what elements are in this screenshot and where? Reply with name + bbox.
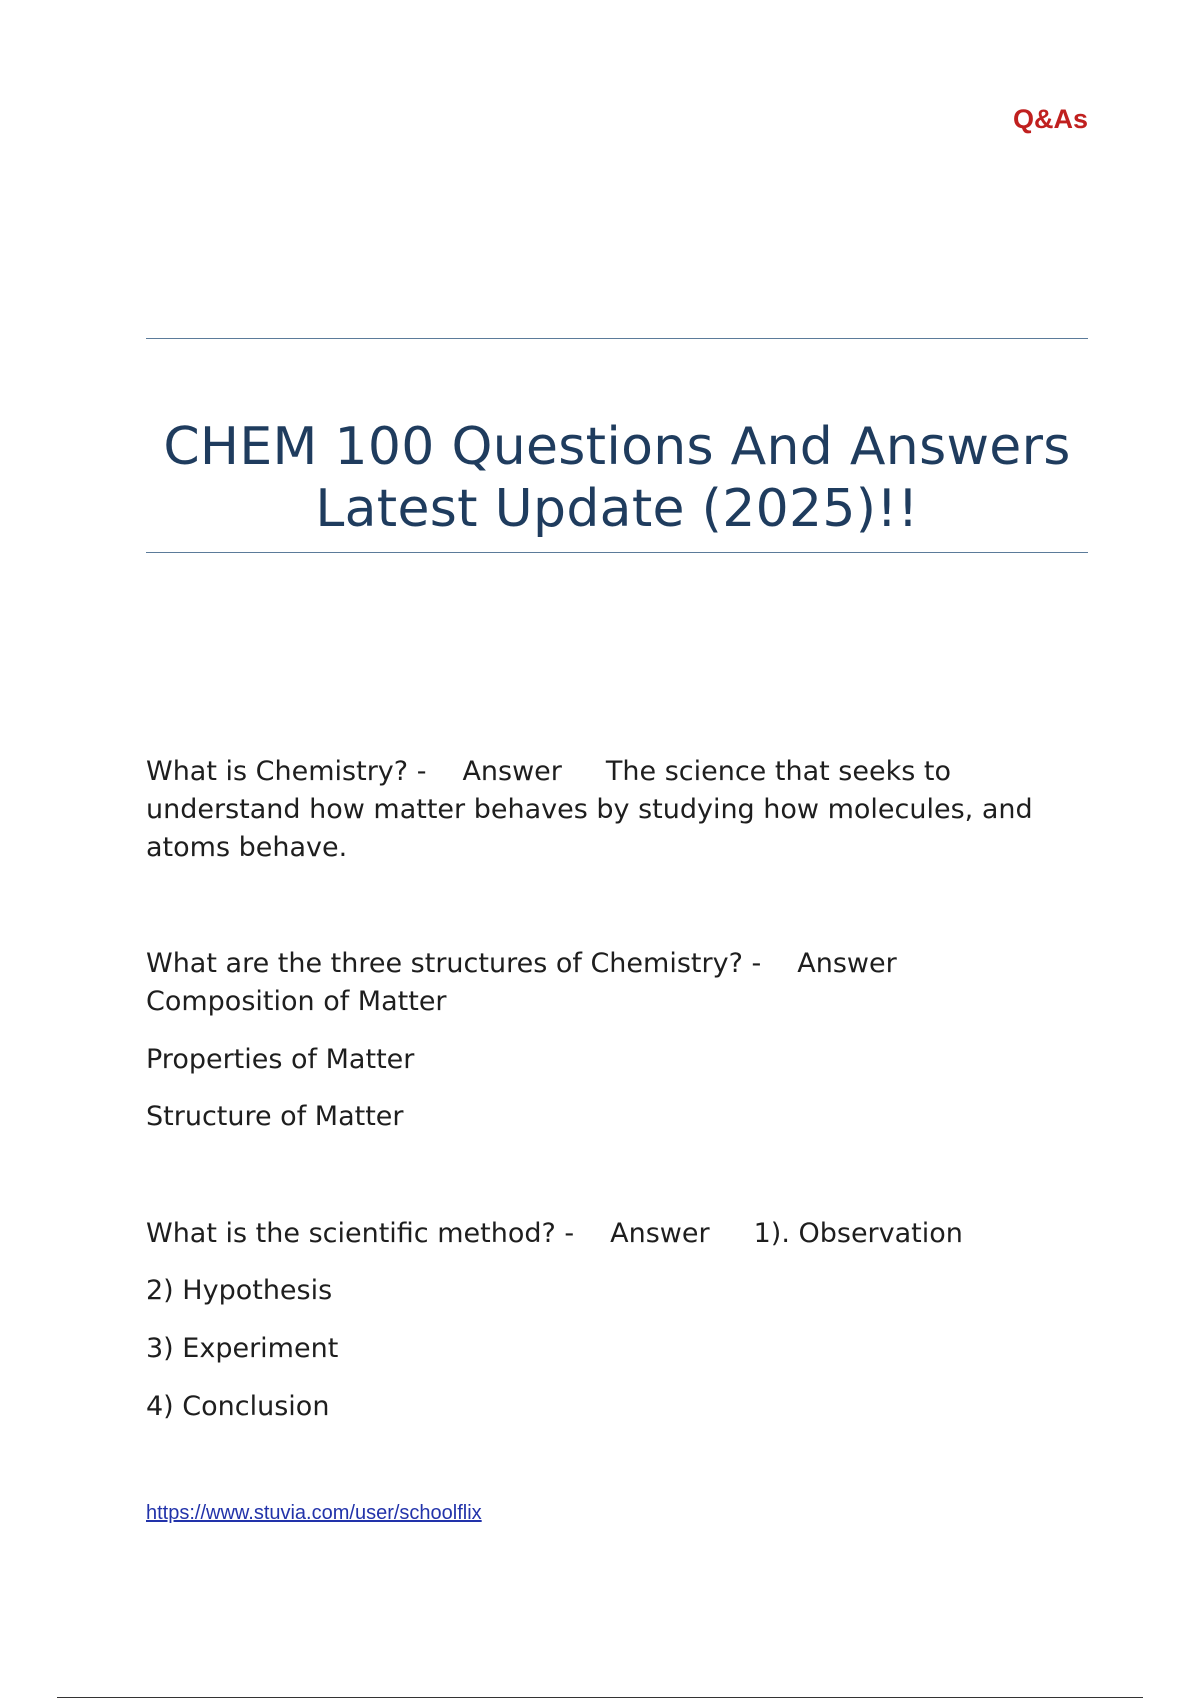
qa-1-answer-line-3: atoms behave. [146,832,348,863]
qa-3-answer-start: 1). Observation [753,1218,963,1249]
document-title [146,416,1088,540]
qa-2-item-1: Properties of Matter [146,1044,415,1075]
qa-3-item-3: 4) Conclusion [146,1391,330,1422]
qa-2-answer-label: Answer [797,948,897,979]
title-line-2: Latest Update (2025)!! [315,479,919,539]
qa-1-first-line [146,753,951,791]
stuvia-profile-link[interactable]: https://www.stuvia.com/user/schoolflix [146,1502,482,1524]
qa-1-question: What is Chemistry? - [146,756,427,787]
qa-2-question: What are the three structures of Chemistry? - [146,948,762,979]
page-bottom-rule [57,1697,1143,1698]
qa-1-answer-start: The science that seeks to [605,756,951,787]
qa-1-answer-line-2: understand how matter behaves by studying how molecules, and [146,794,1033,825]
qa-3-item-2: 3) Experiment [146,1333,339,1364]
qa-2-item-2: Structure of Matter [146,1101,404,1132]
title-bottom-rule [146,552,1088,553]
qa-3-item-1: 2) Hypothesis [146,1275,333,1306]
qa-2-answer-start: Composition of Matter [146,986,447,1017]
qas-header-tag: Q&As [1012,104,1088,134]
title-top-rule [146,338,1088,339]
qa-3-first-line [146,1215,963,1253]
qa-3-answer-label: Answer [610,1218,710,1249]
qa-2-first-line [146,945,897,983]
title-line-1: CHEM 100 Questions And Answers [163,417,1071,477]
qa-3-question: What is the scientific method? - [146,1218,575,1249]
qa-1-answer-label: Answer [462,756,562,787]
